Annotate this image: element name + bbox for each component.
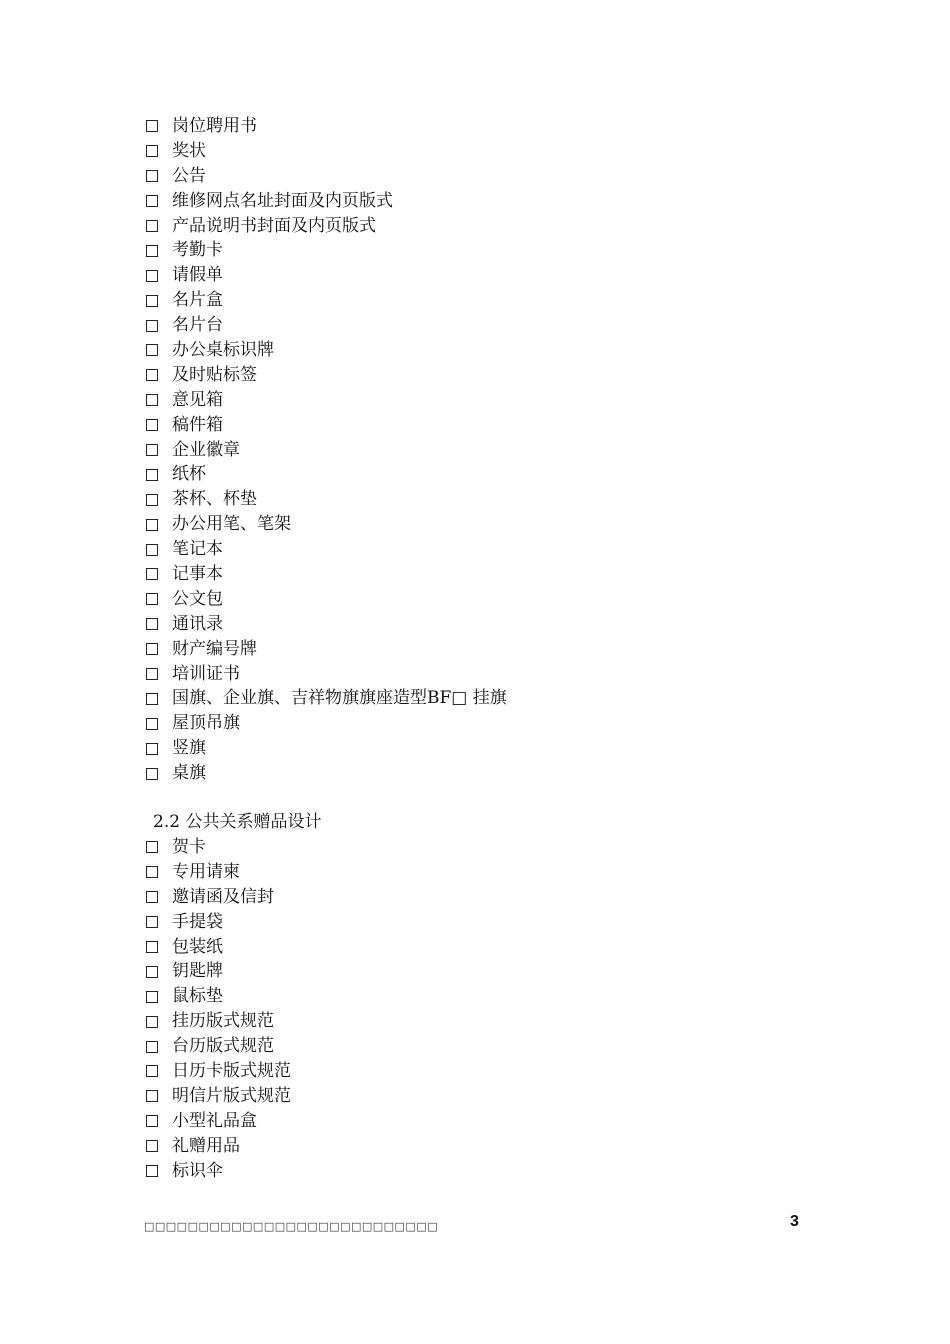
list-item-label: 及时贴标签: [172, 364, 257, 385]
list-item-label: 贺卡: [172, 837, 206, 857]
list-item: [146, 637, 507, 662]
checkbox-icon: [146, 618, 158, 630]
list-item: [146, 537, 507, 562]
list-item-label: 奖状: [172, 140, 206, 161]
checkbox-icon: [146, 941, 158, 953]
list-item: [146, 587, 507, 612]
list-item: [146, 1059, 291, 1084]
list-item: [146, 238, 507, 263]
list-item-label: 邀请函及信封: [172, 886, 274, 907]
checkbox-icon: [146, 866, 158, 878]
list-item: [146, 512, 507, 537]
list-item-label: 手提袋: [172, 911, 223, 932]
list-item-label: 茶杯、杯垫: [172, 489, 257, 510]
checklist-office-items: [146, 114, 507, 786]
checkbox-icon: [146, 195, 158, 207]
checkbox-icon: [146, 145, 158, 157]
checkbox-icon: [146, 718, 158, 730]
list-item-label: 名片台: [172, 315, 223, 336]
list-item-label: 名片盒: [172, 290, 223, 311]
checkbox-icon: [146, 419, 158, 431]
list-item: [146, 288, 507, 313]
checkbox-icon: [146, 568, 158, 580]
list-item: [146, 612, 507, 637]
list-item: [146, 438, 507, 463]
list-item: [146, 761, 507, 786]
list-item-label: 考勤卡: [172, 240, 223, 261]
list-item-label: 鼠标垫: [172, 986, 223, 1007]
list-item-label: 国旗、企业旗、吉祥物旗旗座造型BF□ 挂旗: [172, 688, 507, 709]
list-item: [146, 214, 507, 239]
list-item: [146, 114, 507, 139]
list-item: [146, 662, 507, 687]
checkbox-icon: [146, 693, 158, 705]
list-item-label: 钥匙牌: [172, 961, 223, 982]
list-item-label: 明信片版式规范: [172, 1085, 291, 1106]
list-item: [146, 1084, 291, 1109]
checkbox-icon: [146, 1140, 158, 1152]
list-item-label: 记事本: [172, 564, 223, 585]
page-number: 3: [790, 1213, 799, 1230]
checkbox-icon: [146, 1065, 158, 1077]
list-item-label: 竖旗: [172, 738, 206, 759]
checkbox-icon: [146, 991, 158, 1003]
list-item-label: 产品说明书封面及内页版式: [172, 215, 376, 236]
list-item-label: 稿件箱: [172, 414, 223, 435]
list-item: [146, 910, 291, 935]
list-item-label: 包装纸: [172, 936, 223, 957]
checklist-pr-gifts: [146, 835, 291, 1183]
list-item: [146, 363, 507, 388]
list-item: [146, 1034, 291, 1059]
checkbox-icon: [146, 891, 158, 903]
checkbox-icon: [146, 394, 158, 406]
checkbox-icon: [146, 1016, 158, 1028]
checkbox-icon: [146, 295, 158, 307]
list-item: [146, 388, 507, 413]
list-item-label: 办公用笔、笔架: [172, 514, 291, 535]
list-item-label: 桌旗: [172, 763, 206, 784]
checkbox-icon: [146, 544, 158, 556]
checkbox-icon: [146, 768, 158, 780]
list-item: [146, 462, 507, 487]
checkbox-icon: [146, 220, 158, 232]
list-item: [146, 711, 507, 736]
list-item: [146, 935, 291, 960]
footer-text: □□□□□□□□□□□□□□□□□□□□□□□□□□□: [144, 1220, 439, 1233]
list-item: [146, 885, 291, 910]
list-item-label: 笔记本: [172, 539, 223, 560]
checkbox-icon: [146, 270, 158, 282]
list-item: [146, 1109, 291, 1134]
checkbox-icon: [146, 519, 158, 531]
list-item-label: 礼赠用品: [172, 1135, 240, 1156]
checkbox-icon: [146, 668, 158, 680]
list-item-label: 办公桌标识牌: [172, 340, 274, 361]
checkbox-icon: [146, 444, 158, 456]
checkbox-icon: [146, 469, 158, 481]
checkbox-icon: [146, 643, 158, 655]
checkbox-icon: [146, 245, 158, 257]
list-item-label: 通讯录: [172, 613, 223, 634]
checkbox-icon: [146, 1115, 158, 1127]
list-item-label: 企业徽章: [172, 439, 240, 460]
list-item-label: 纸杯: [172, 464, 206, 485]
list-item-label: 公告: [172, 165, 206, 186]
checkbox-icon: [146, 1165, 158, 1177]
list-item: [146, 1009, 291, 1034]
list-item-label: 标识伞: [172, 1160, 223, 1181]
list-item: [146, 487, 507, 512]
checkbox-icon: [146, 494, 158, 506]
list-item-label: 财产编号牌: [172, 638, 257, 659]
list-item: [146, 139, 507, 164]
list-item: [146, 189, 507, 214]
checkbox-icon: [146, 593, 158, 605]
checkbox-icon: [146, 966, 158, 978]
list-item: [146, 313, 507, 338]
checkbox-icon: [146, 841, 158, 853]
list-item: [146, 1159, 291, 1184]
checkbox-icon: [146, 1090, 158, 1102]
list-item-label: 台历版式规范: [172, 1036, 274, 1057]
list-item: [146, 860, 291, 885]
checkbox-icon: [146, 320, 158, 332]
checkbox-icon: [146, 916, 158, 928]
list-item: [146, 835, 291, 860]
list-item-label: 岗位聘用书: [172, 116, 257, 136]
list-item-label: 意见箱: [172, 389, 223, 410]
list-item: [146, 736, 507, 761]
list-item-label: 屋顶吊旗: [172, 713, 240, 734]
list-item-label: 日历卡版式规范: [172, 1061, 291, 1082]
list-item: [146, 686, 507, 711]
section-heading: 2.2 公共关系赠品设计: [153, 812, 322, 832]
list-item-label: 专用请柬: [172, 861, 240, 882]
list-item-label: 请假单: [172, 265, 223, 286]
checkbox-icon: [146, 743, 158, 755]
list-item-label: 公文包: [172, 588, 223, 609]
list-item-label: 培训证书: [172, 663, 240, 684]
list-item: [146, 413, 507, 438]
checkbox-icon: [146, 369, 158, 381]
list-item: [146, 338, 507, 363]
checkbox-icon: [146, 120, 158, 132]
list-item: [146, 984, 291, 1009]
list-item-label: 小型礼品盒: [172, 1110, 257, 1131]
list-item: [146, 263, 507, 288]
checkbox-icon: [146, 1041, 158, 1053]
list-item: [146, 1134, 291, 1159]
checkbox-icon: [146, 344, 158, 356]
list-item: [146, 164, 507, 189]
list-item: [146, 959, 291, 984]
list-item-label: 维修网点名址封面及内页版式: [172, 190, 393, 211]
list-item: [146, 562, 507, 587]
list-item-label: 挂历版式规范: [172, 1011, 274, 1032]
checkbox-icon: [146, 170, 158, 182]
